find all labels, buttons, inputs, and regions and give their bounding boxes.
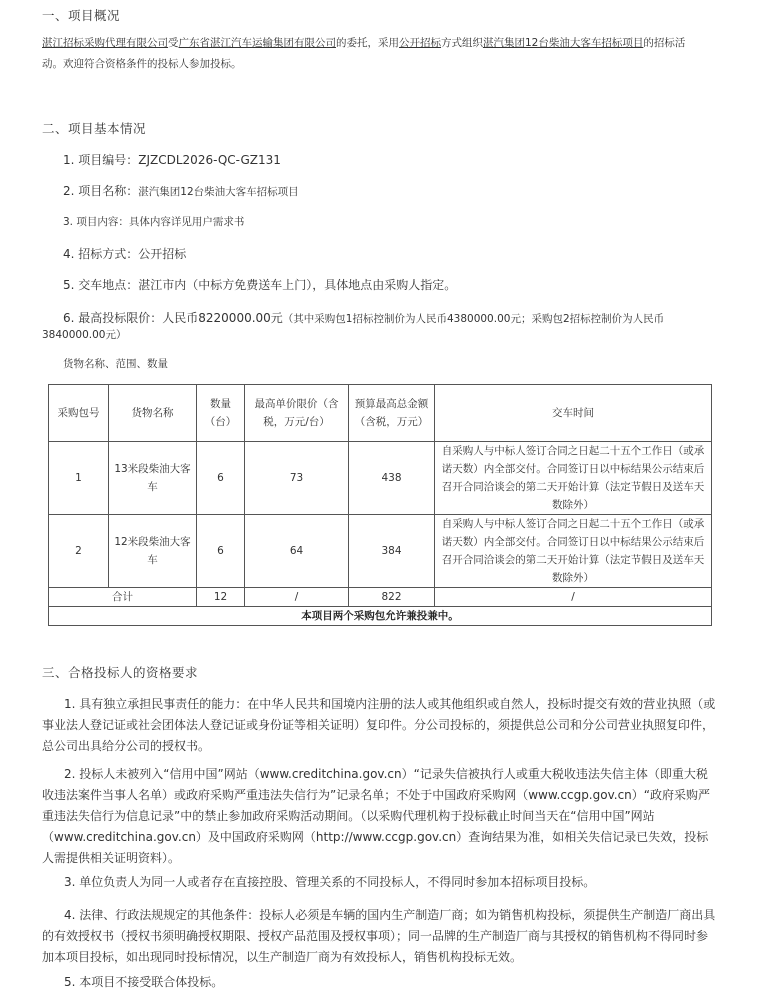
goods-table <box>48 384 712 626</box>
requirement-3: 3. 单位负责人为同一人或者存在直接控股、管理关系的不同投标人，不得同时参加本招标项目投标。 <box>64 875 596 889</box>
item-project-name: 2. 项目名称：湛汽集团12台柴油大客车招标项目 <box>63 184 299 198</box>
section-title-basic-info: 二、项目基本情况 <box>42 121 147 136</box>
requirement-2: 2. 投标人未被列入“信用中国”网站（www.creditchina.gov.cn）“记录失信被执行人或重大税收违法失信主体（即重大税收违法案件当事人名单）或政府采购严重违法失信行为”记录名单；不处于中国政府采购网（www.ccgp.gov.cn）“政府采购严重违法失信行为信息记录”中的禁止参加政府采购活动期间。（以采购代理机构于投标截止时间当天在“信用中国”网站（www.creditchina.gov.cn）及中国政府采购网（http://www.ccgp.gov.cn）查询结果为准，如相关失信记录已失效，投标人需提供相关证明资料）。 <box>42 767 710 865</box>
header-unit-limit: 最高单价限价（含税，万元/台） <box>245 385 349 442</box>
table-row: 2 12米段柴油大客车 6 64 384 自采购人与中标人签订合同之日起二十五个工作日（或承诺天数）内全部交付。合同签订日以中标结果公示结束后召开合同洽谈会的第二天开始计算（法定节假日及送车天数除外） <box>49 515 712 588</box>
project-link[interactable]: 湛汽集团12台柴油大客车招标项目 <box>483 37 644 49</box>
table-note-row: 本项目两个采购包允许兼投兼中。 <box>49 607 712 626</box>
header-quantity: 数量（台） <box>197 385 245 442</box>
header-package: 采购包号 <box>49 385 109 442</box>
header-total-budget: 预算最高总金额（含税，万元） <box>349 385 435 442</box>
section-title-qualifications: 三、合格投标人的资格要求 <box>42 665 199 680</box>
item-max-price: 6. 最高投标限价：人民币8220000.00元（其中采购包1招标控制价为人民币4380000.00元；采购包2招标控制价为人民币 <box>63 311 665 325</box>
client-link[interactable]: 广东省湛江汽车运输集团有限公司 <box>178 37 336 49</box>
requirement-5: 5. 本项目不接受联合体投标。 <box>64 975 224 989</box>
requirement-1: 1. 具有独立承担民事责任的能力：在中华人民共和国境内注册的法人或其他组织或自然人，投标时提交有效的营业执照（或事业法人登记证或社会团体法人登记证或身份证等相关证明）复印件。分公司投标的，须提供总公司和分公司营业执照复印件，总公司出具给分公司的授权书。 <box>42 697 716 753</box>
header-delivery-time: 交车时间 <box>435 385 712 442</box>
header-goods-name: 货物名称 <box>109 385 197 442</box>
method-link[interactable]: 公开招标 <box>399 37 441 49</box>
table-row: 1 13米段柴油大客车 6 73 438 自采购人与中标人签订合同之日起二十五个工作日（或承诺天数）内全部交付。合同签订日以中标结果公示结束后召开合同洽谈会的第二天开始计算（法定节假日及送车天数除外） <box>49 442 712 515</box>
overview-paragraph: 湛江招标采购代理有限公司受广东省湛江汽车运输集团有限公司的委托，采用公开招标方式组织湛汽集团12台柴油大客车招标项目的招标活 动。欢迎符合资格条件的投标人参加投标。 <box>42 37 686 70</box>
requirement-4: 4. 法律、行政法规规定的其他条件：投标人必须是车辆的国内生产制造厂商；如为销售机构投标，须提供生产制造厂商出具的有效授权书（授权书须明确授权期限、授权产品范围及授权事项）；同一品牌的生产制造厂商与其授权的销售机构不得同时参加本项目投标，如出现同时投标情况，以生产制造厂商为有效投标人，销售机构投标无效。 <box>42 908 716 964</box>
item-project-content: 3. 项目内容：具体内容详见用户需求书 <box>63 216 245 228</box>
table-header-row <box>49 385 712 442</box>
table-total-row: 合计 12 / 822 / <box>49 588 712 607</box>
section-title-overview: 一、项目概况 <box>42 8 121 23</box>
item-max-price-cont: 3840000.00元） <box>42 329 127 341</box>
item-tender-method: 4. 招标方式：公开招标 <box>63 247 187 261</box>
agency-link[interactable]: 湛江招标采购代理有限公司 <box>42 37 168 49</box>
item-project-number: 1. 项目编号：ZJZCDL2026-QC-GZ131 <box>63 153 281 167</box>
goods-caption: 货物名称、范围、数量 <box>63 358 168 370</box>
item-delivery-location: 5. 交车地点：湛江市内（中标方免费送车上门），具体地点由采购人指定。 <box>63 278 457 292</box>
